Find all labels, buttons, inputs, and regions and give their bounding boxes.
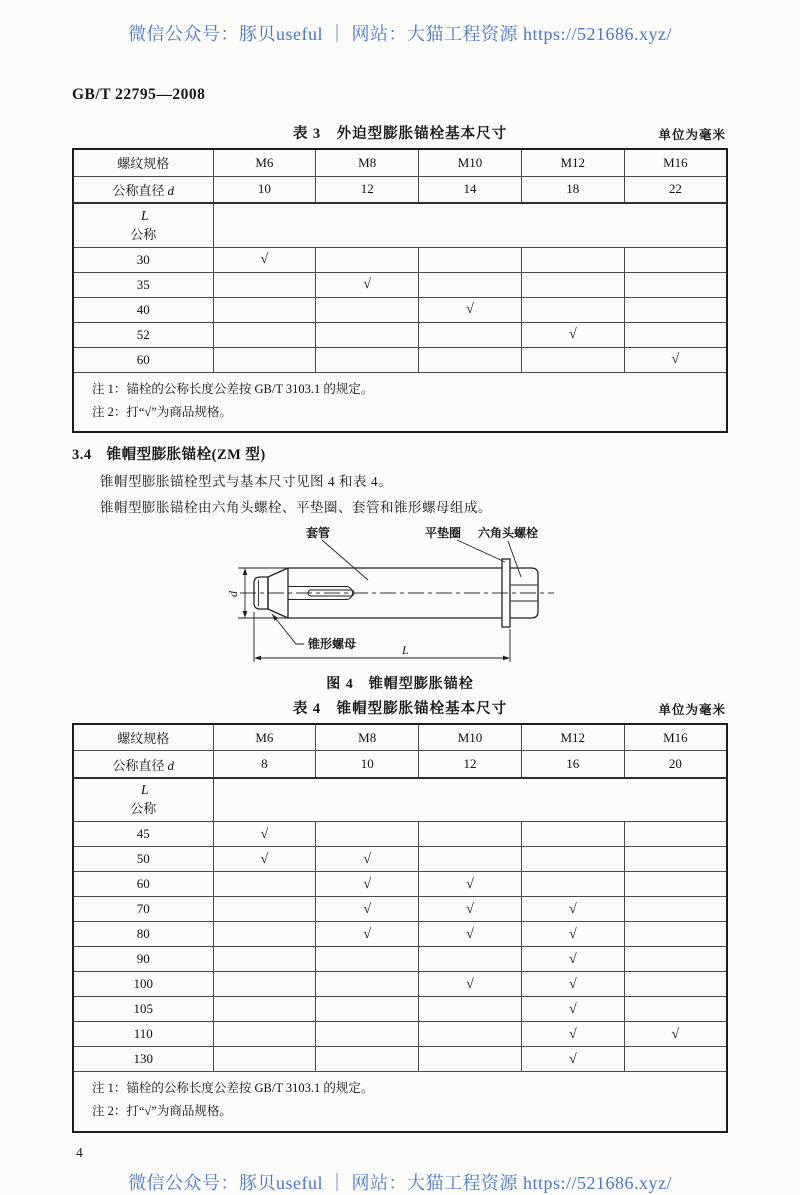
watermark-top: 微信公众号：豚贝useful ｜ 网站：大猫工程资源 https://521686.xyz/ <box>128 24 672 44</box>
length-cell: 130 <box>73 1047 213 1072</box>
length-cell: 52 <box>73 322 213 347</box>
table3-length-header-row <box>73 203 727 247</box>
table3-notes-row <box>73 372 727 432</box>
check-cell <box>213 872 316 897</box>
dim-d-label: d <box>226 590 240 597</box>
spec-cell: M8 <box>316 149 419 176</box>
check-cell <box>521 822 624 847</box>
check-cell <box>316 997 419 1022</box>
sleeve-label: 套管 <box>306 525 331 540</box>
check-cell <box>316 322 419 347</box>
check-cell <box>213 297 316 322</box>
spec-cell: M16 <box>624 149 727 176</box>
hex-bolt-label: 六角头螺栓 <box>478 525 539 540</box>
table4-title: 表 4 锥帽型膨胀锚栓基本尺寸 <box>292 700 508 717</box>
notes-cell <box>73 1072 727 1132</box>
check-cell <box>213 897 316 922</box>
diameter-label-cell <box>73 176 213 203</box>
check-cell <box>624 947 727 972</box>
check-cell: √ <box>419 897 522 922</box>
diameter-cell: 12 <box>316 176 419 203</box>
length-cell: 110 <box>73 1022 213 1047</box>
check-cell: √ <box>521 1047 624 1072</box>
check-cell: √ <box>316 847 419 872</box>
length-cell: 35 <box>73 272 213 297</box>
check-cell: √ <box>521 972 624 997</box>
diameter-cell: 10 <box>213 176 316 203</box>
length-cell: 60 <box>73 347 213 372</box>
check-cell: √ <box>624 347 727 372</box>
length-cell: 70 <box>73 897 213 922</box>
table4 <box>72 723 728 1133</box>
spec-label-cell: 螺纹规格 <box>73 149 213 176</box>
spec-cell: M6 <box>213 149 316 176</box>
spec-cell: M12 <box>521 724 624 751</box>
diameter-cell: 18 <box>521 176 624 203</box>
check-cell: √ <box>419 972 522 997</box>
length-header-cell <box>73 203 213 247</box>
check-cell <box>419 947 522 972</box>
diameter-cell: 8 <box>213 751 316 778</box>
length-cell: 50 <box>73 847 213 872</box>
spec-cell: M10 <box>419 149 522 176</box>
table-row <box>73 272 727 297</box>
check-cell <box>316 947 419 972</box>
figure4-caption: 图 4 锥帽型膨胀锚栓 <box>326 676 474 692</box>
notes-cell <box>73 372 727 432</box>
table-row <box>73 897 727 922</box>
table-row <box>73 922 727 947</box>
length-word: 公称 <box>130 226 157 242</box>
check-cell <box>624 822 727 847</box>
check-cell <box>624 872 727 897</box>
note-2: 注 2：打“√”为商品规格。 <box>92 404 232 419</box>
check-cell: √ <box>316 872 419 897</box>
check-cell <box>213 997 316 1022</box>
length-cell: 60 <box>73 872 213 897</box>
length-cell: 40 <box>73 297 213 322</box>
check-cell: √ <box>316 897 419 922</box>
check-cell <box>624 1047 727 1072</box>
spec-cell: M6 <box>213 724 316 751</box>
diameter-label-cell <box>73 751 213 778</box>
check-cell: √ <box>521 997 624 1022</box>
check-cell: √ <box>419 922 522 947</box>
cone-nut-label: 锥形螺母 <box>308 636 357 651</box>
note-1: 注 1：锚栓的公称长度公差按 GB/T 3103.1 的规定。 <box>92 381 374 396</box>
spec-cell: M10 <box>419 724 522 751</box>
page-content <box>72 86 728 1161</box>
diameter-label: 公称直径 <box>112 182 165 198</box>
table3-title-row <box>72 122 728 142</box>
check-cell: √ <box>419 872 522 897</box>
check-cell <box>213 272 316 297</box>
check-cell <box>419 822 522 847</box>
check-cell <box>316 347 419 372</box>
table-row <box>73 247 727 272</box>
check-cell: √ <box>521 897 624 922</box>
table4-diameter-row <box>73 751 727 778</box>
table-row <box>73 947 727 972</box>
check-cell <box>213 922 316 947</box>
spec-cell: M12 <box>521 149 624 176</box>
spec-cell: M8 <box>316 724 419 751</box>
check-cell <box>213 1047 316 1072</box>
dim-l-label: L <box>402 642 409 657</box>
check-cell <box>419 1022 522 1047</box>
check-cell <box>521 872 624 897</box>
check-cell <box>521 847 624 872</box>
check-cell: √ <box>521 1022 624 1047</box>
check-cell <box>624 297 727 322</box>
diameter-var: d <box>167 182 174 198</box>
diameter-cell: 22 <box>624 176 727 203</box>
table-row <box>73 1022 727 1047</box>
table3 <box>72 148 728 433</box>
table-row <box>73 1047 727 1072</box>
check-cell <box>624 847 727 872</box>
diameter-label: 公称直径 <box>112 757 165 773</box>
empty-merged-cell <box>213 778 727 822</box>
page-number: 4 <box>76 1144 83 1160</box>
check-cell <box>316 297 419 322</box>
table-row <box>73 972 727 997</box>
table-row <box>73 872 727 897</box>
figure4 <box>210 524 590 693</box>
table-row <box>73 322 727 347</box>
check-cell <box>624 247 727 272</box>
table3-spec-row <box>73 149 727 176</box>
check-cell: √ <box>316 922 419 947</box>
check-cell <box>521 347 624 372</box>
check-cell: √ <box>624 1022 727 1047</box>
check-cell <box>624 322 727 347</box>
check-cell <box>316 1022 419 1047</box>
check-cell <box>419 847 522 872</box>
table3-diameter-row <box>73 176 727 203</box>
check-cell <box>316 822 419 847</box>
check-cell <box>213 1022 316 1047</box>
note-1: 注 1：锚栓的公称长度公差按 GB/T 3103.1 的规定。 <box>92 1081 374 1096</box>
spec-cell: M16 <box>624 724 727 751</box>
check-cell <box>521 297 624 322</box>
check-cell: √ <box>419 297 522 322</box>
length-cell: 100 <box>73 972 213 997</box>
check-cell <box>316 972 419 997</box>
washer-label: 平垫圈 <box>425 525 462 540</box>
check-cell: √ <box>213 247 316 272</box>
table-row <box>73 822 727 847</box>
length-header-cell <box>73 778 213 822</box>
empty-merged-cell <box>213 203 727 247</box>
arrowheads <box>243 568 510 660</box>
check-cell <box>521 272 624 297</box>
table3-title: 表 3 外迫型膨胀锚栓基本尺寸 <box>292 126 508 142</box>
check-cell <box>419 347 522 372</box>
check-cell <box>213 972 316 997</box>
spec-label-cell: 螺纹规格 <box>73 724 213 751</box>
diameter-cell: 20 <box>624 751 727 778</box>
check-cell <box>419 322 522 347</box>
doc-code: GB/T 22795—2008 <box>72 86 206 103</box>
table-row <box>73 297 727 322</box>
section-heading: 3.4 锥帽型膨胀锚栓(ZM 型) <box>72 446 266 463</box>
check-cell <box>316 1047 419 1072</box>
check-cell <box>419 272 522 297</box>
check-cell: √ <box>213 822 316 847</box>
check-cell <box>624 272 727 297</box>
check-cell <box>624 897 727 922</box>
section-paragraph: 锥帽型膨胀锚栓由六角头螺栓、平垫圈、套管和锥形螺母组成。 <box>100 499 492 515</box>
length-var: L <box>140 207 149 223</box>
check-cell <box>419 997 522 1022</box>
check-cell <box>624 972 727 997</box>
anchor-bolt-drawing <box>210 524 590 666</box>
diameter-cell: 12 <box>419 751 522 778</box>
check-cell <box>419 1047 522 1072</box>
check-cell <box>521 247 624 272</box>
check-cell <box>419 247 522 272</box>
table-row <box>73 847 727 872</box>
table-row <box>73 347 727 372</box>
check-cell <box>213 947 316 972</box>
section-paragraph: 锥帽型膨胀锚栓型式与基本尺寸见图 4 和表 4。 <box>100 473 393 489</box>
table4-unit-label: 单位为毫米 <box>658 702 726 717</box>
diameter-cell: 16 <box>521 751 624 778</box>
check-cell <box>624 922 727 947</box>
dimension-lines <box>238 540 521 662</box>
table4-notes-row <box>73 1072 727 1132</box>
check-cell: √ <box>213 847 316 872</box>
check-cell: √ <box>521 922 624 947</box>
table4-spec-row <box>73 724 727 751</box>
table-row <box>73 997 727 1022</box>
check-cell <box>316 247 419 272</box>
length-cell: 105 <box>73 997 213 1022</box>
note-2: 注 2：打“√”为商品规格。 <box>92 1104 232 1119</box>
diameter-var: d <box>167 757 174 773</box>
diameter-cell: 10 <box>316 751 419 778</box>
length-word: 公称 <box>130 801 157 817</box>
check-cell <box>624 997 727 1022</box>
length-cell: 30 <box>73 247 213 272</box>
table4-title-row <box>72 697 728 717</box>
watermark-bottom: 微信公众号：豚贝useful ｜ 网站：大猫工程资源 https://521686.xyz/ <box>128 1172 672 1193</box>
length-cell: 80 <box>73 922 213 947</box>
table4-length-header-row <box>73 778 727 822</box>
check-cell: √ <box>316 272 419 297</box>
diameter-cell: 14 <box>419 176 522 203</box>
check-cell <box>213 322 316 347</box>
check-cell: √ <box>521 322 624 347</box>
check-cell <box>213 347 316 372</box>
check-cell: √ <box>521 947 624 972</box>
table3-unit-label: 单位为毫米 <box>658 128 726 142</box>
length-cell: 90 <box>73 947 213 972</box>
length-cell: 45 <box>73 822 213 847</box>
length-var: L <box>140 782 149 798</box>
